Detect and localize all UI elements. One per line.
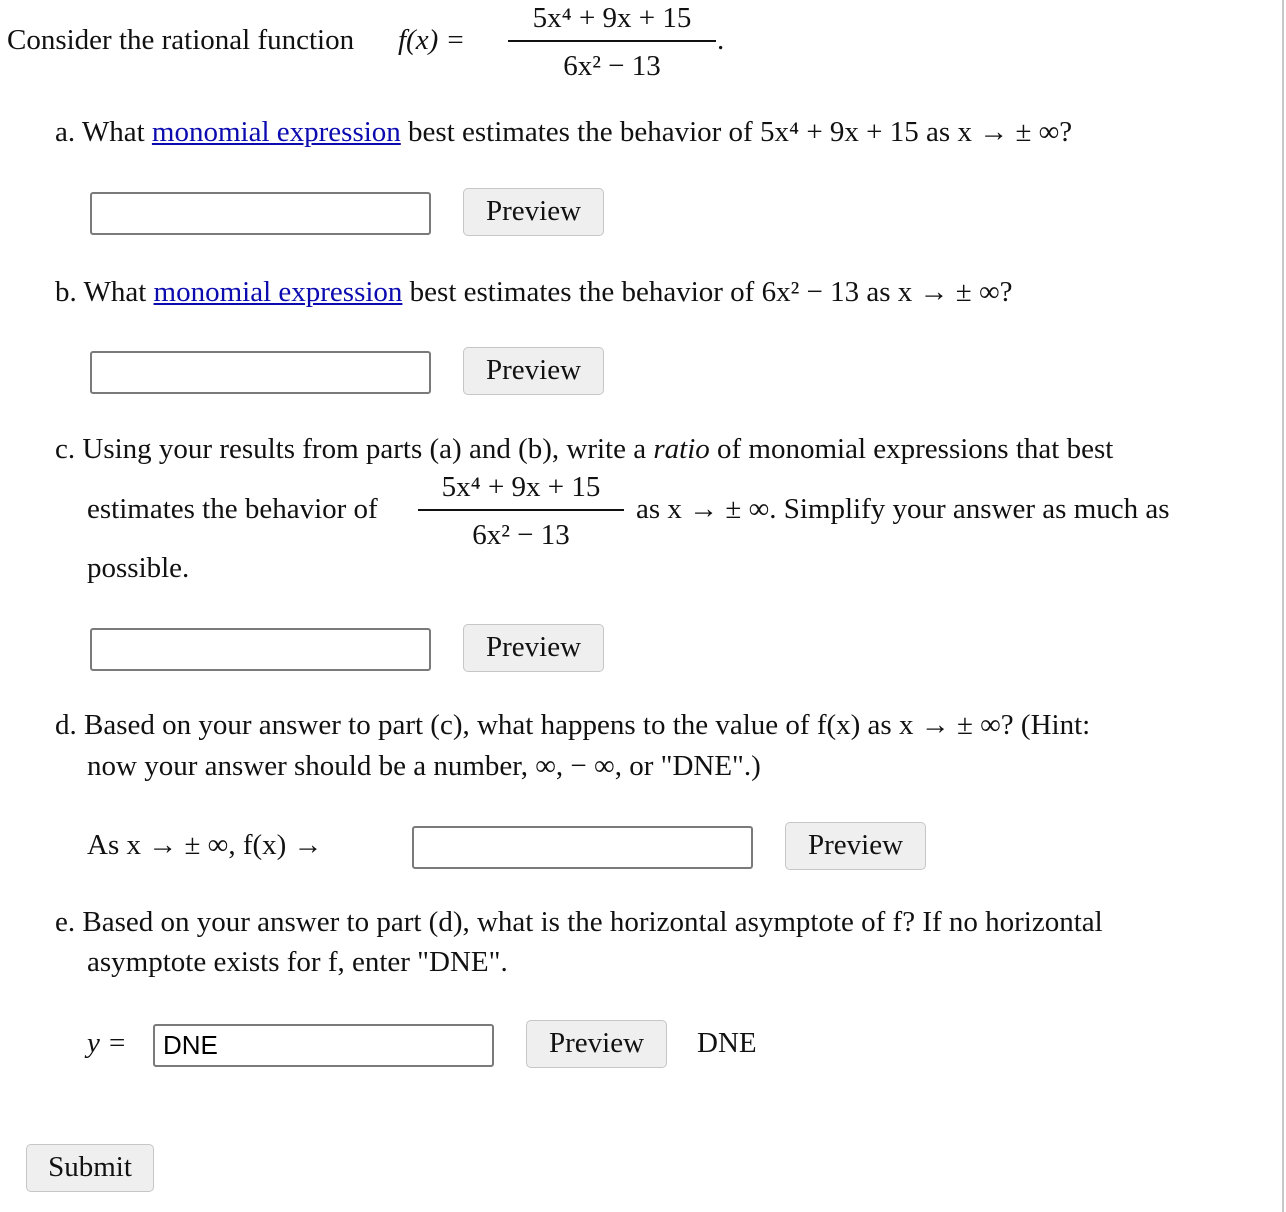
submit-button[interactable]: Submit bbox=[26, 1144, 154, 1192]
part-e-line2: asymptote exists for f, enter "DNE". bbox=[87, 946, 508, 978]
part-c-line1-end: of monomial expressions that best bbox=[717, 433, 1114, 465]
intro-denominator: 6x² − 13 bbox=[563, 50, 661, 82]
intro-text: Consider the rational function bbox=[7, 24, 355, 56]
fraction-bar bbox=[418, 509, 624, 511]
part-b-question bbox=[55, 276, 1013, 309]
part-c-line2-start: estimates the behavior of bbox=[87, 493, 378, 525]
part-a-preview-button[interactable]: Preview bbox=[463, 188, 604, 236]
part-d-answer-input[interactable] bbox=[412, 826, 753, 869]
part-a-question bbox=[55, 116, 1072, 149]
part-c-fraction bbox=[418, 469, 624, 553]
part-a-suffix: best estimates the behavior of 5x⁴ + 9x + 15 as x → ± ∞? bbox=[408, 116, 1073, 148]
part-e-preview-result: DNE bbox=[697, 1027, 757, 1059]
part-d-line1: d. Based on your answer to part (c), what happens to the value of f(x) as x → ± ∞? (Hint: bbox=[55, 709, 1091, 741]
monomial-expression-link[interactable]: monomial expression bbox=[153, 276, 403, 308]
page-right-border bbox=[1282, 0, 1284, 1212]
part-e-line1: e. Based on your answer to part (d), what is the horizontal asymptote of f? If no horizontal bbox=[55, 906, 1103, 938]
part-b-preview-button[interactable]: Preview bbox=[463, 347, 604, 395]
part-b-answer-input[interactable] bbox=[90, 351, 431, 394]
part-e-answer-input[interactable] bbox=[153, 1024, 494, 1067]
part-e-label: y = bbox=[87, 1027, 127, 1059]
part-c-line1-start: c. Using your results from parts (a) and (b), write a bbox=[55, 433, 647, 465]
part-c-ratio-word: ratio bbox=[653, 433, 710, 465]
intro-numerator: 5x⁴ + 9x + 15 bbox=[532, 2, 692, 34]
part-c-answer-input[interactable] bbox=[90, 628, 431, 671]
part-a-prefix: a. What bbox=[55, 116, 145, 148]
part-d-label: As x → ± ∞, f(x) → bbox=[87, 829, 323, 861]
part-d-preview-button[interactable]: Preview bbox=[785, 822, 926, 870]
monomial-expression-link[interactable]: monomial expression bbox=[151, 116, 401, 148]
part-c-line1 bbox=[55, 433, 1113, 466]
part-e-preview-button[interactable]: Preview bbox=[526, 1020, 667, 1068]
intro-period: . bbox=[717, 24, 725, 56]
fraction-bar bbox=[508, 40, 716, 42]
intro-function: f(x) = bbox=[398, 24, 466, 56]
part-b-prefix: b. What bbox=[55, 276, 147, 308]
part-c-line2-end: as x → ± ∞. Simplify your answer as much as bbox=[636, 493, 1170, 525]
part-c-denominator: 6x² − 13 bbox=[472, 519, 570, 551]
part-b-suffix: best estimates the behavior of 6x² − 13 as x → ± ∞? bbox=[409, 276, 1013, 308]
part-c-preview-button[interactable]: Preview bbox=[463, 624, 604, 672]
part-c-line3: possible. bbox=[87, 552, 190, 584]
part-c-numerator: 5x⁴ + 9x + 15 bbox=[441, 471, 601, 503]
part-d-line2: now your answer should be a number, ∞, − ∞, or "DNE".) bbox=[87, 750, 761, 782]
intro-fraction bbox=[508, 0, 716, 84]
part-a-answer-input[interactable] bbox=[90, 192, 431, 235]
